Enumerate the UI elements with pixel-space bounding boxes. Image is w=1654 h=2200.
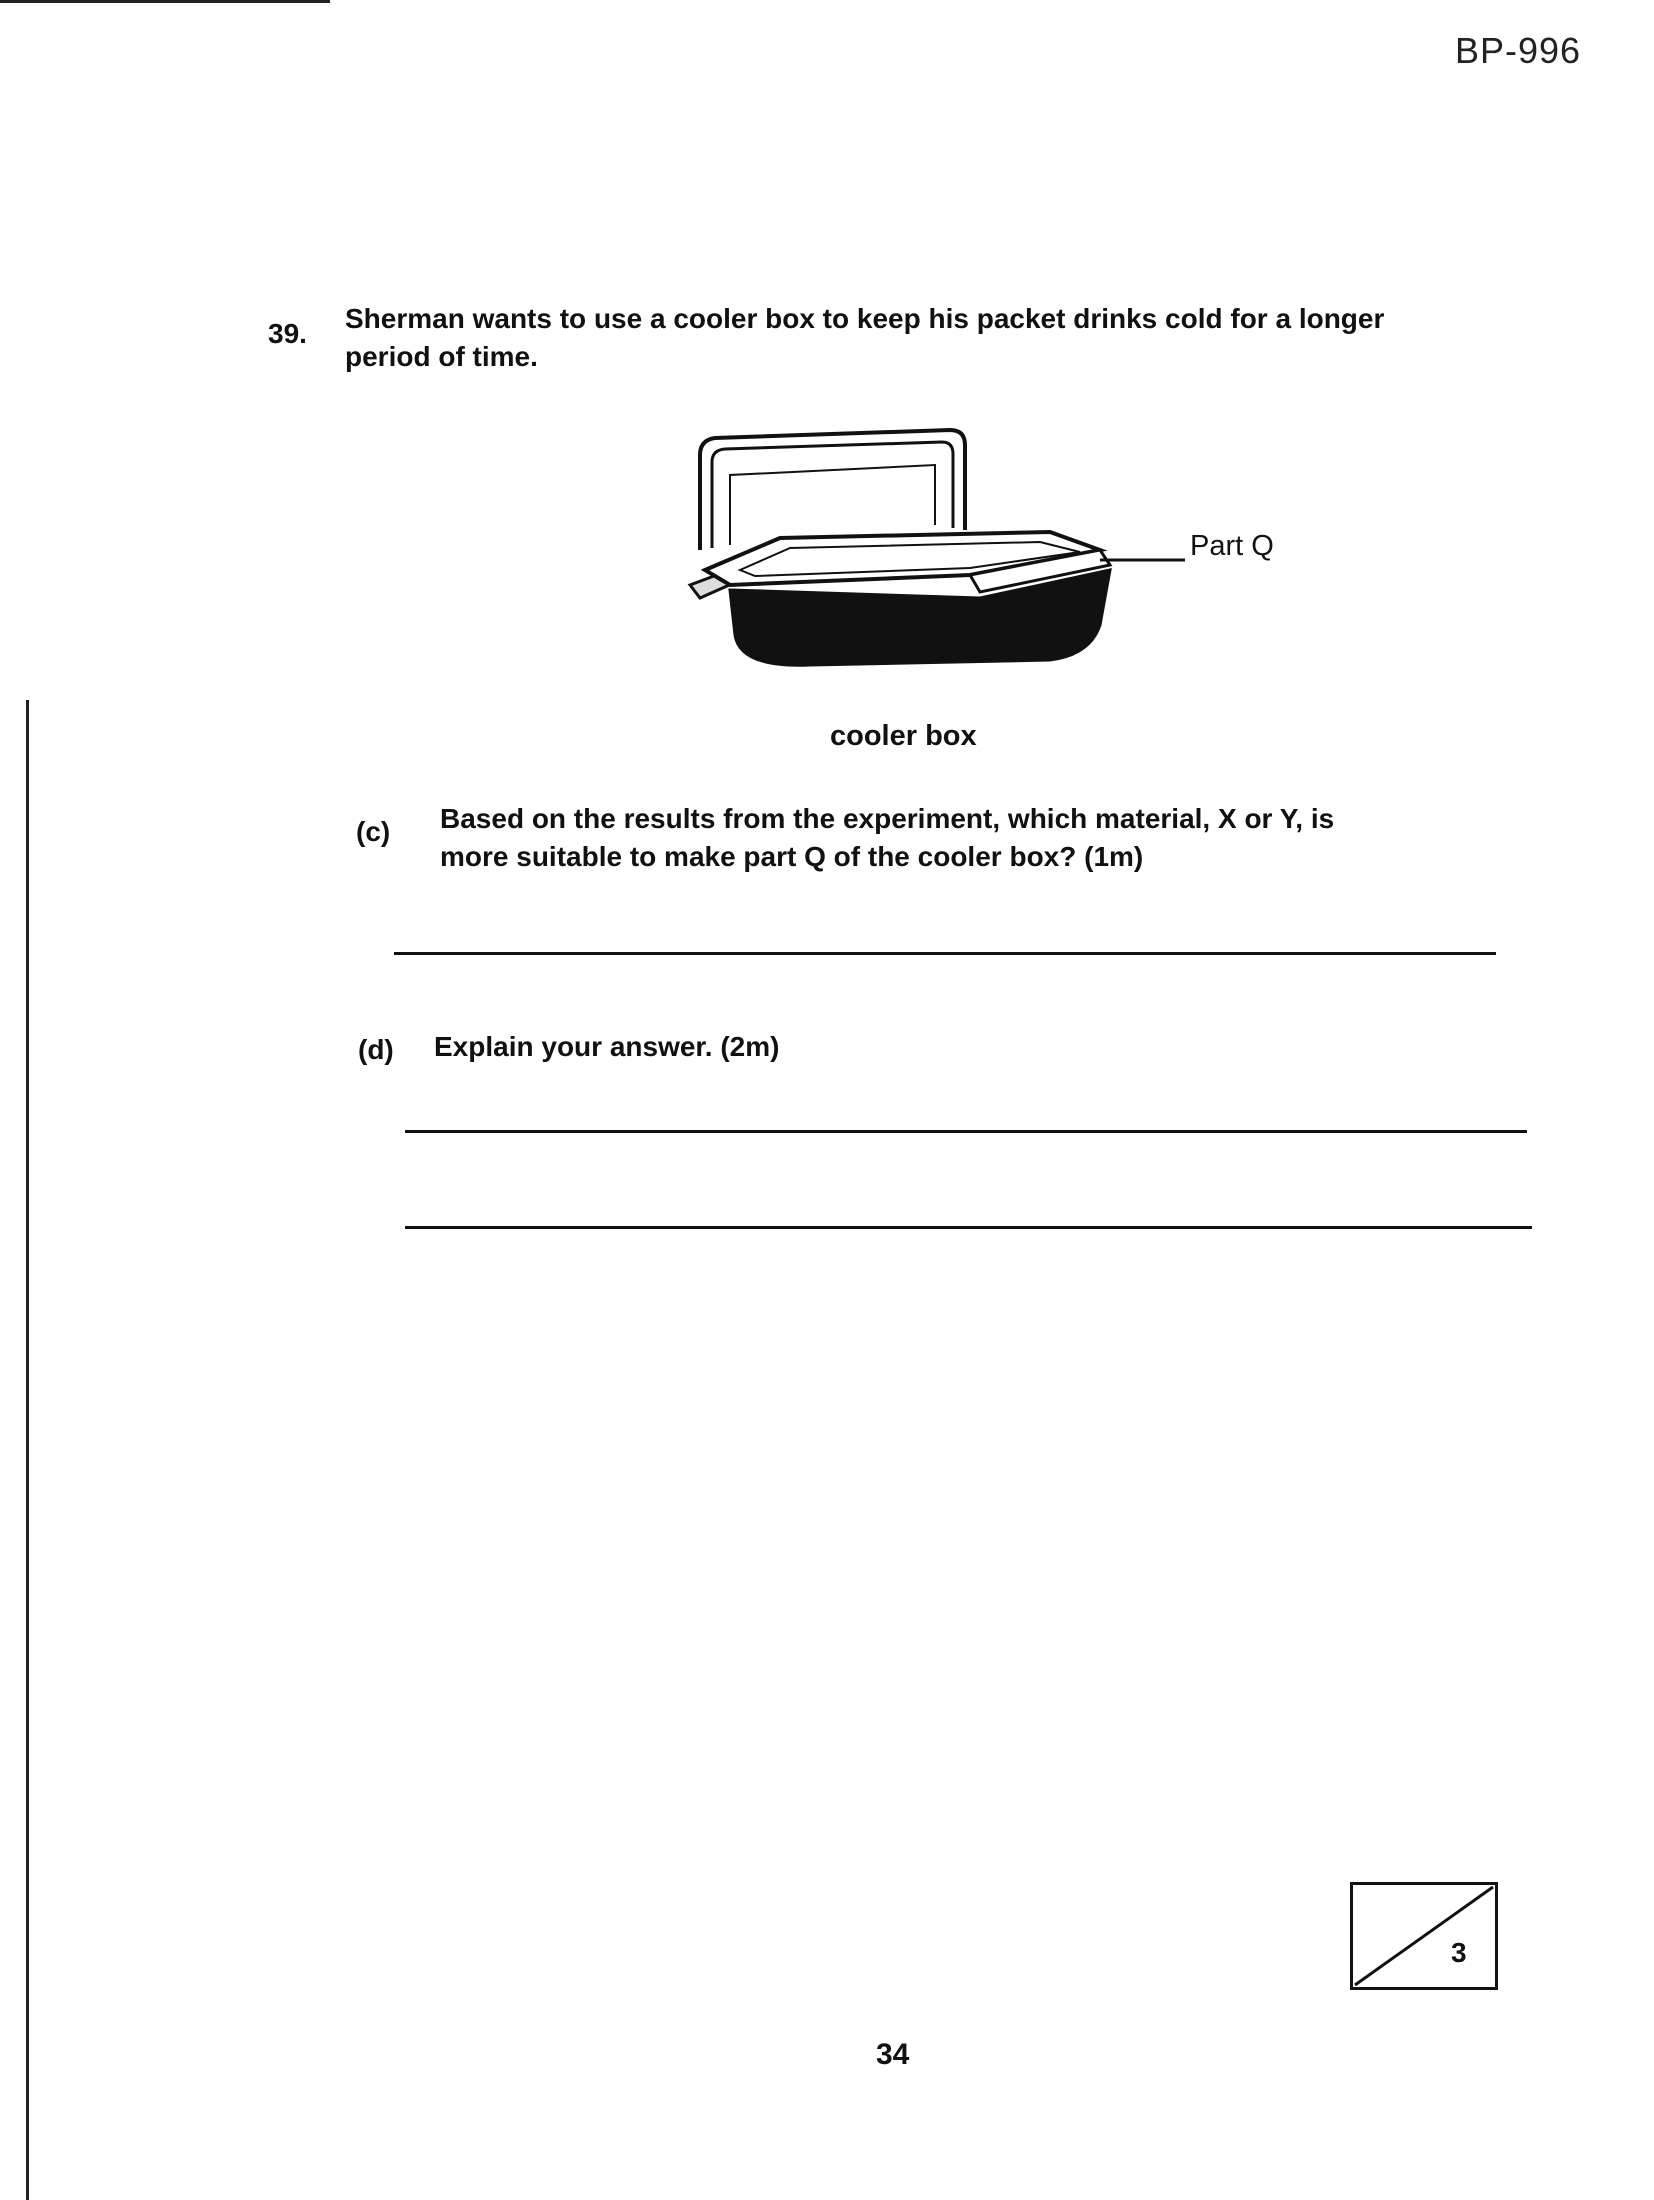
- answer-line-d-1[interactable]: [405, 1130, 1527, 1133]
- figure-caption: cooler box: [830, 720, 977, 752]
- part-q-label: Part Q: [1190, 530, 1274, 562]
- question-text: Sherman wants to use a cooler box to keep his packet drinks cold for a longer period of time.: [345, 303, 1385, 372]
- left-margin-line: [26, 700, 29, 2200]
- marks-box-diagonal: [1353, 1885, 1495, 1987]
- answer-line-d-2[interactable]: [405, 1226, 1532, 1229]
- page-number: 34: [876, 2038, 910, 2071]
- part-c-text: Based on the results from the experiment, which material, X or Y, is more suitable to make part Q of the cooler box? (1m): [440, 803, 1335, 872]
- answer-line-c[interactable]: [394, 952, 1496, 955]
- marks-box: [1350, 1882, 1498, 1990]
- question-number: 39.: [268, 318, 307, 349]
- page-code: BP-996: [1455, 30, 1582, 71]
- top-border-line: [0, 0, 330, 3]
- part-c-label: (c): [356, 816, 391, 847]
- part-d-label: (d): [358, 1034, 394, 1065]
- part-d-text: Explain your answer. (2m): [434, 1031, 780, 1062]
- marks-total: 3: [1451, 1937, 1467, 1968]
